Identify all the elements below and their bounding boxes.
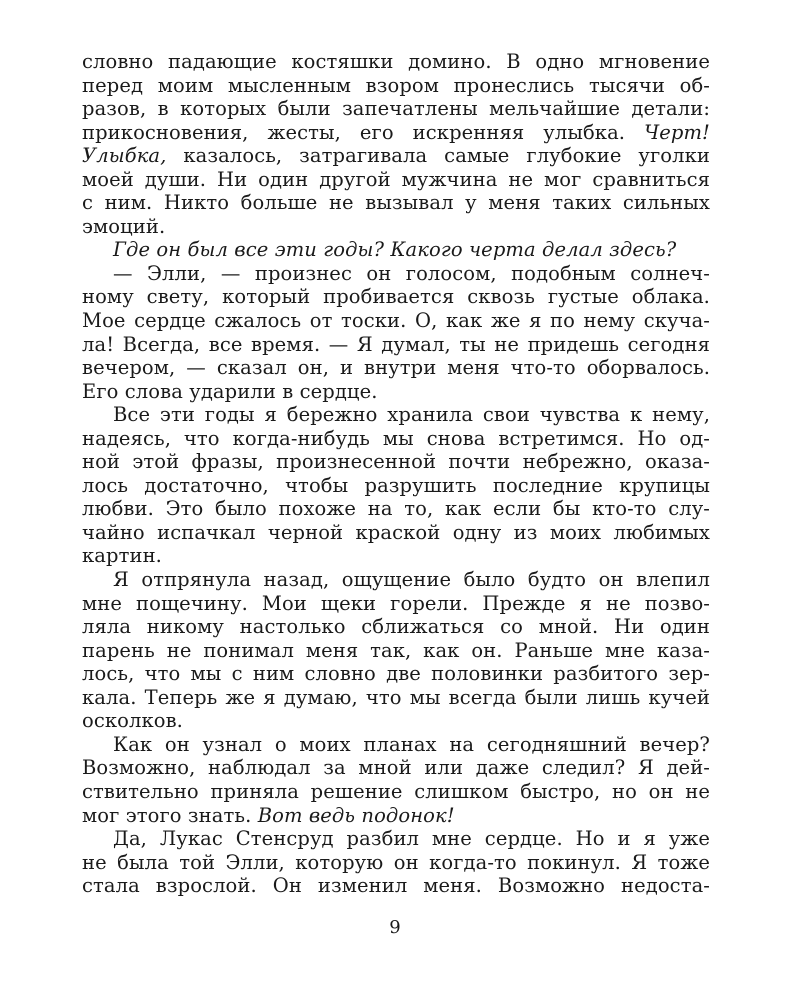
text-run: стала взрослой. Он изменил меня. Возможно недоста- xyxy=(82,874,710,898)
text-line xyxy=(82,262,710,286)
text-run: ляла никому настолько сближаться со мной. Ни один xyxy=(82,615,710,639)
paragraph xyxy=(82,238,710,262)
text-line xyxy=(82,592,710,616)
text-line xyxy=(82,615,710,639)
text-run: Как он узнал о моих планах на сегодняшний вечер? xyxy=(113,732,710,756)
text-run: эмоций. xyxy=(82,214,166,238)
text-line xyxy=(82,686,710,710)
text-line xyxy=(82,804,710,828)
text-run: Возможно, наблюдал за мной или даже следил? Я дей- xyxy=(82,756,710,780)
text-line xyxy=(82,827,710,851)
paragraph xyxy=(82,262,710,403)
text-run: лось достаточно, чтобы разрушить последние крупицы xyxy=(82,473,710,497)
text-run: не была той Элли, которую он когда-то покинул. Я тоже xyxy=(82,850,710,874)
text-run: лось, что мы с ним словно две половинки разбитого зер- xyxy=(82,662,710,686)
text-line xyxy=(82,191,710,215)
text-run: надеясь, что когда-нибудь мы снова встретимся. Но од- xyxy=(82,426,710,450)
paragraph xyxy=(82,568,710,733)
text-run: с ним. Никто больше не вызывал у меня таких сильных xyxy=(82,191,710,215)
italic-text: Где он был все эти годы? Какого черта делал здесь? xyxy=(113,238,677,262)
italic-text: Вот ведь подонок! xyxy=(257,803,455,827)
text-run: моей души. Ни один другой мужчина не мог сравниться xyxy=(82,167,710,191)
text-line xyxy=(82,215,710,239)
text-run: мог этого знать. xyxy=(82,803,258,827)
text-line xyxy=(82,709,710,733)
text-run: — Элли, — произнес он голосом, подобным солнеч- xyxy=(113,261,710,285)
text-run: любви. Это было похоже на то, как если бы кто-то слу- xyxy=(82,497,710,521)
text-line xyxy=(82,97,710,121)
text-run: казалось, затрагивала самые глубокие уголки xyxy=(166,144,710,168)
text-run: Мое сердце сжалось от тоски. О, как же я по нему скуча- xyxy=(82,309,710,333)
text-line xyxy=(82,333,710,357)
text-line xyxy=(82,121,710,145)
text-run: картин. xyxy=(82,544,162,568)
text-line xyxy=(82,851,710,875)
text-run: Я отпрянула назад, ощущение было будто он влепил xyxy=(113,568,710,592)
text-run: ному свету, который пробивается сквозь густые облака. xyxy=(82,285,710,309)
text-line xyxy=(82,474,710,498)
text-line xyxy=(82,50,710,74)
text-line xyxy=(82,144,710,168)
text-line xyxy=(82,662,710,686)
page-number: 9 xyxy=(389,917,401,938)
text-line xyxy=(82,380,710,404)
text-line xyxy=(82,874,710,898)
text-line xyxy=(82,756,710,780)
text-run: ла! Всегда, все время. — Я думал, ты не придешь сегодня xyxy=(82,332,710,356)
italic-text: Черт! xyxy=(644,120,710,144)
paragraph xyxy=(82,733,710,827)
text-line xyxy=(82,285,710,309)
text-run: Его слова ударили в сердце. xyxy=(82,379,378,403)
text-line xyxy=(82,309,710,333)
text-run: Да, Лукас Стенсруд разбил мне сердце. Но и я уже xyxy=(113,827,710,851)
italic-text: Улыбка, xyxy=(82,144,167,168)
text-line xyxy=(82,238,710,262)
paragraph xyxy=(82,50,710,238)
text-line xyxy=(82,639,710,663)
text-run: парень не понимал меня так, как он. Раньше мне каза- xyxy=(82,638,710,662)
text-line xyxy=(82,427,710,451)
text-run: прикосновения, жесты, его искренняя улыбка. xyxy=(82,120,645,144)
text-line xyxy=(82,74,710,98)
text-line xyxy=(82,403,710,427)
text-line xyxy=(82,450,710,474)
text-run: Все эти годы я бережно хранила свои чувства к нему, xyxy=(113,403,710,427)
text-run: ной этой фразы, произнесенной почти небрежно, оказа- xyxy=(82,450,710,474)
text-line xyxy=(82,356,710,380)
text-line xyxy=(82,521,710,545)
text-run: разов, в которых были запечатлены мельчайшие детали: xyxy=(82,97,710,121)
text-run: ствительно приняла решение слишком быстро, но он не xyxy=(82,779,710,803)
text-line xyxy=(82,544,710,568)
text-line xyxy=(82,168,710,192)
text-run: перед моим мысленным взором пронеслись тысячи об- xyxy=(82,73,710,97)
text-line xyxy=(82,733,710,757)
text-run: кала. Теперь же я думаю, что мы всегда были лишь кучей xyxy=(82,685,710,709)
text-run: мне пощечину. Мои щеки горели. Прежде я не позво- xyxy=(82,591,710,615)
text-line xyxy=(82,568,710,592)
text-line xyxy=(82,780,710,804)
text-run: осколков. xyxy=(82,709,183,733)
page-text xyxy=(82,50,710,898)
text-run: чайно испачкал черной краской одну из моих любимых xyxy=(82,520,710,544)
text-run: словно падающие костяшки домино. В одно мгновение xyxy=(82,50,710,73)
text-line xyxy=(82,497,710,521)
paragraph xyxy=(82,827,710,898)
paragraph xyxy=(82,403,710,568)
text-run: вечером, — сказал он, и внутри меня что-то оборвалось. xyxy=(82,356,710,380)
